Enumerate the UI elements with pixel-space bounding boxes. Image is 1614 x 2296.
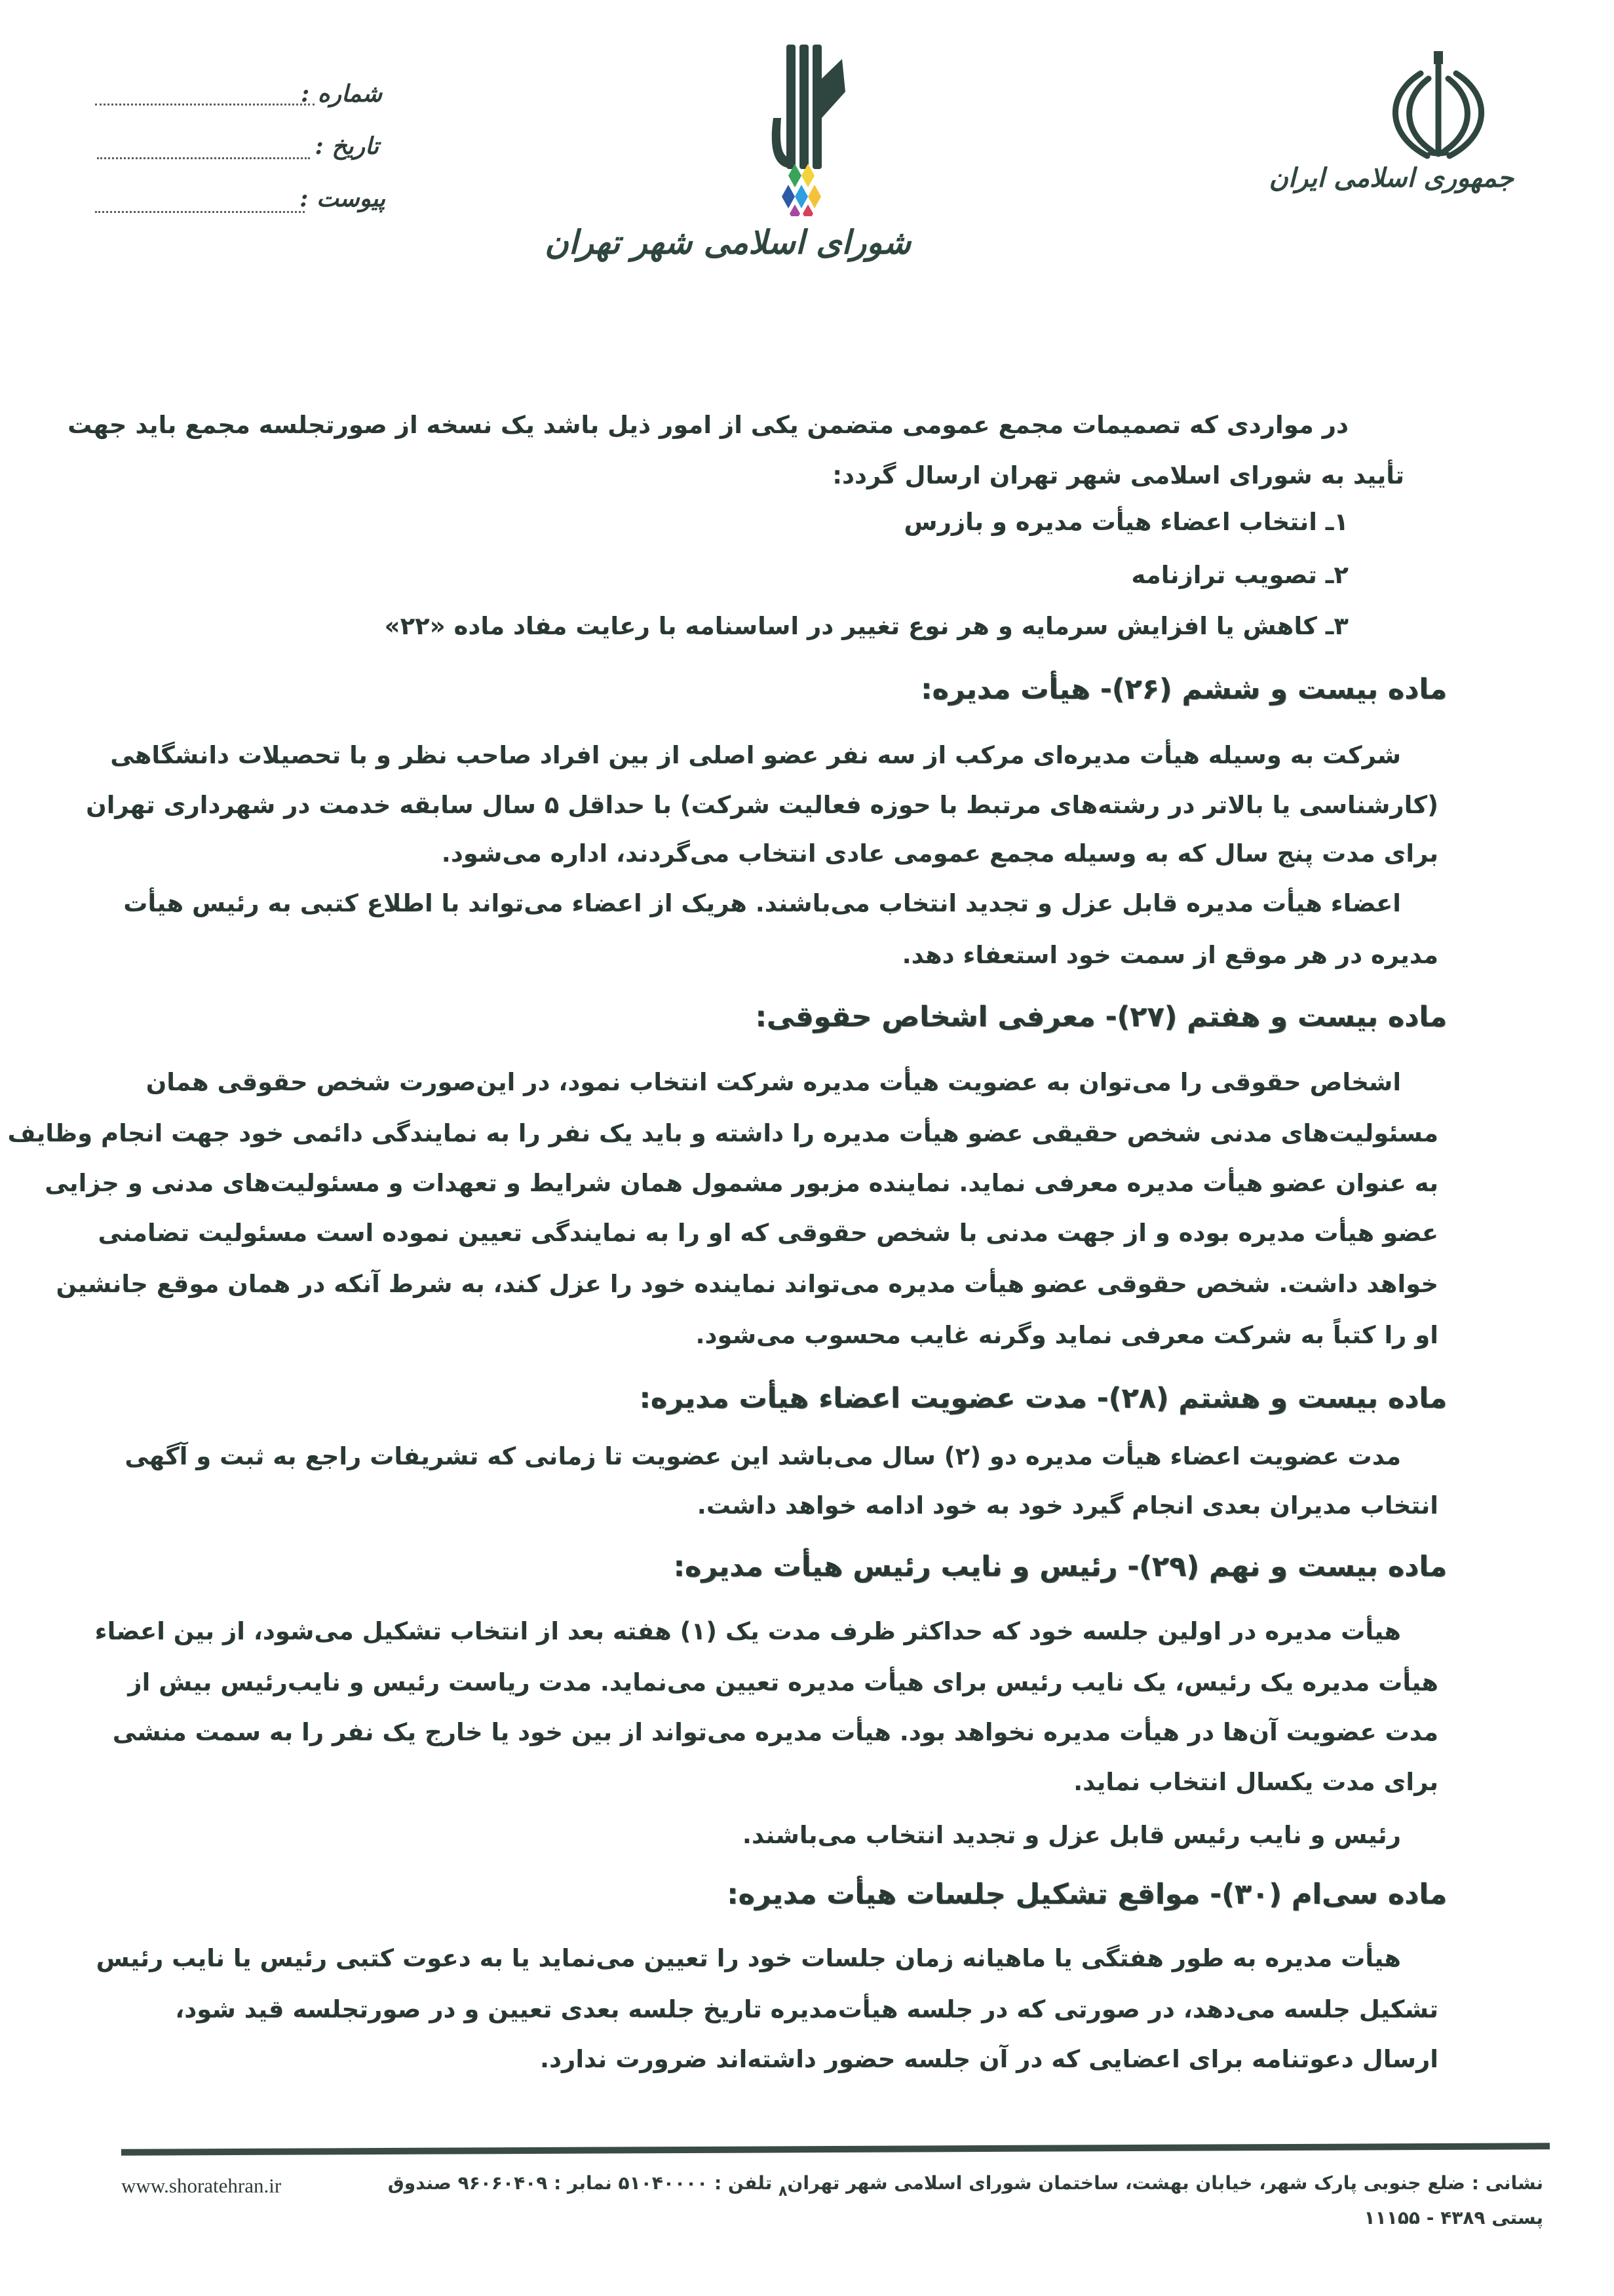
- iran-emblem-logo: [1269, 46, 1514, 210]
- intro-line: در مواردی که تصمیمات مجمع عمومی متضمن یکی از امور ذیل باشد یک نسخه از صورتجلسه مجمع باید جهت: [67, 411, 1349, 439]
- article-heading: ماده بیست و هفتم (۲۷)- معرفی اشخاص حقوقی:: [755, 1001, 1447, 1033]
- paragraph-line: رئیس و نایب رئیس قابل عزل و تجدید انتخاب می‌باشند.: [742, 1821, 1401, 1849]
- paragraph-line: مدت عضویت آن‌ها در هیأت مدیره نخواهد بود. هیأت مدیره می‌تواند از بین خود یا خارج یک نفر را به سمت منشی: [112, 1718, 1438, 1746]
- website-link[interactable]: www.shoratehran.ir: [121, 2174, 282, 2197]
- paragraph-line: مدت عضویت اعضاء هیأت مدیره دو (۲) سال می‌باشد این عضویت تا زمانی که تشریفات راجع به ثبت و آگهی: [125, 1442, 1401, 1470]
- page-number: ۸: [778, 2183, 788, 2200]
- paragraph-line: هیأت مدیره به طور هفتگی یا ماهیانه زمان جلسات خود را تعیین می‌نماید یا به دعوت کتبی رئیس یا نایب رئیس: [96, 1944, 1401, 1972]
- attachment-label: پیوست :: [299, 185, 385, 212]
- list-item: ۲ـ تصویب ترازنامه: [1131, 561, 1349, 589]
- date-label: تاریخ :: [315, 132, 379, 160]
- paragraph-line: برای مدت یکسال انتخاب نماید.: [1073, 1768, 1438, 1796]
- paragraph-line: اعضاء هیأت مدیره قابل عزل و تجدید انتخاب می‌باشند. هریک از اعضاء می‌تواند با اطلاع کتبی به رئیس هیأت: [123, 889, 1401, 917]
- paragraph-line: برای مدت پنج سال که به وسیله مجمع عمومی عادی انتخاب می‌گردند، اداره می‌شود.: [441, 839, 1438, 868]
- article-heading: ماده بیست و ششم (۲۶)- هیأت مدیره:: [921, 673, 1447, 706]
- list-item: ۳ـ کاهش یا افزایش سرمایه و هر نوع تغییر در اساسنامه با رعایت مفاد ماده «۲۲»: [384, 612, 1349, 640]
- paragraph-line: او را کتباً به شرکت معرفی نماید وگرنه غایب محسوب می‌شود.: [695, 1321, 1438, 1349]
- footer-divider: [121, 2143, 1550, 2156]
- number-label: شماره :: [300, 80, 382, 107]
- paragraph-line: عضو هیأت مدیره بوده و از جهت مدنی با شخص حقوقی که او را به نمایندگی تعیین نموده است مسئولیت تضامنی: [98, 1219, 1438, 1247]
- paragraph-line: به عنوان عضو هیأت مدیره معرفی نماید. نماینده مزبور مشمول همان شرایط و تعهدات و مسئولیت‌های مدنی و جزایی: [45, 1169, 1438, 1197]
- council-emblem-icon: [655, 39, 957, 216]
- paragraph-line: مسئولیت‌های مدنی شخص حقیقی عضو هیأت مدیره را داشته و باید یک نفر را به نمایندگی دائمی خود جهت انجام وظایف: [7, 1119, 1438, 1147]
- article-heading: ماده بیست و هشتم (۲۸)- مدت عضویت اعضاء هیأت مدیره:: [639, 1382, 1447, 1415]
- article-heading: ماده سی‌ام (۳۰)- مواقع تشکیل جلسات هیأت مدیره:: [727, 1878, 1447, 1911]
- list-item: ۱ـ انتخاب اعضاء هیأت مدیره و بازرس: [904, 508, 1349, 536]
- paragraph-line: (کارشناسی یا بالاتر در رشته‌های مرتبط با حوزه فعالیت شرکت) با حداقل ۵ سال سابقه خدمت در شهرداری تهران: [86, 791, 1438, 819]
- council-logo: [545, 39, 957, 282]
- council-logo-caption: شورای اسلامی شهر تهران: [545, 223, 911, 261]
- intro-line: تأیید به شورای اسلامی شهر تهران ارسال گردد:: [832, 461, 1404, 489]
- number-field-line[interactable]: [95, 104, 315, 105]
- paragraph-line: ارسال دعوتنامه برای اعضایی که در آن جلسه حضور داشته‌اند ضرورت ندارد.: [540, 2045, 1438, 2073]
- paragraph-line: هیأت مدیره یک رئیس، یک نایب رئیس برای هیأت مدیره تعیین می‌نماید. مدت ریاست رئیس و نایب‌رئیس بیش از: [128, 1668, 1438, 1696]
- paragraph-line: اشخاص حقوقی را می‌توان به عضویت هیأت مدیره شرکت انتخاب نمود، در این‌صورت شخص حقوقی همان: [145, 1068, 1401, 1096]
- paragraph-line: هیأت مدیره در اولین جلسه خود که حداکثر ظرف مدت یک (۱) هفته بعد از انتخاب تشکیل می‌شود، از بین اعضاء: [94, 1617, 1401, 1645]
- paragraph-line: انتخاب مدیران بعدی انجام گیرد خود به خود ادامه خواهد داشت.: [697, 1491, 1438, 1520]
- paragraph-line: تشکیل جلسه می‌دهد، در صورتی که در جلسه هیأت‌مدیره تاریخ جلسه بعدی تعیین و در صورتجلسه قید شود،: [175, 1995, 1438, 2023]
- article-heading: ماده بیست و نهم (۲۹)- رئیس و نایب رئیس هیأت مدیره:: [673, 1550, 1447, 1583]
- paragraph-line: مدیره در هر موقع از سمت خود استعفاء دهد.: [902, 941, 1438, 969]
- emblem-icon: [1363, 46, 1514, 164]
- date-field-line[interactable]: [97, 157, 310, 159]
- paragraph-line: خواهد داشت. شخص حقوقی عضو هیأت مدیره می‌تواند نماینده خود را عزل کند، به شرط آنکه در همان موقع جانشین: [56, 1270, 1438, 1298]
- emblem-caption: جمهوری اسلامی ایران: [1269, 163, 1514, 193]
- address-part-2: تلفن : ۵۱۰۴۰۰۰۰ نمابر : ۹۶۰۶۰۴۰۹ صندوق پستی ۴۳۸۹ - ۱۱۱۵۵: [387, 2172, 1543, 2229]
- address-part-1: نشانی : ضلع جنوبی پارک شهر، خیابان بهشت، ساختمان شورای اسلامی شهر تهران: [787, 2172, 1543, 2194]
- paragraph-line: شرکت به وسیله هیأت مدیره‌ای مرکب از سه نفر عضو اصلی از بین افراد صاحب نظر و با تحصیلات دانشگاهی: [110, 741, 1401, 769]
- footer-address: [367, 2170, 1543, 2231]
- attachment-field-line[interactable]: [95, 211, 305, 213]
